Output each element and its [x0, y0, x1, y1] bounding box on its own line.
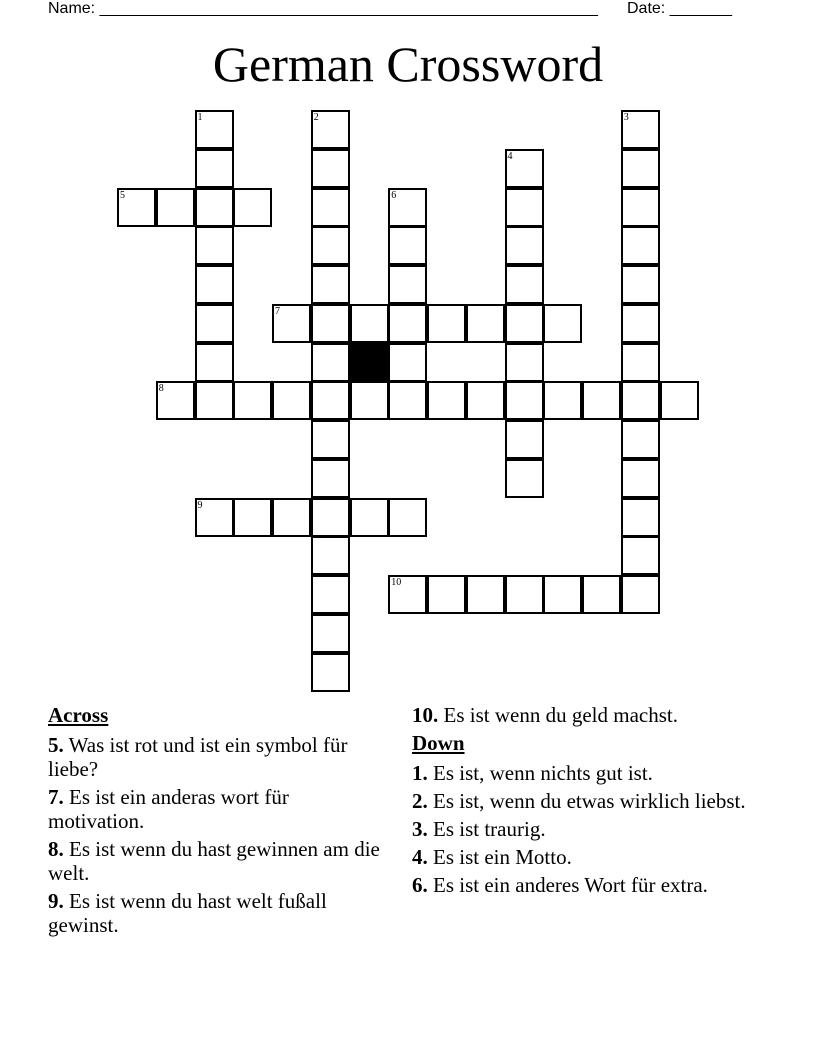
grid-cell[interactable] [233, 381, 272, 420]
name-field-label: Name: ________________________________________________________ [48, 0, 598, 17]
grid-cell[interactable] [311, 653, 350, 692]
grid-cell[interactable] [195, 343, 234, 382]
grid-cell[interactable] [195, 498, 234, 537]
grid-cell[interactable] [117, 188, 156, 227]
clue-number: 2 [313, 112, 319, 123]
grid-cell[interactable] [311, 420, 350, 459]
grid-cell[interactable] [311, 149, 350, 188]
clue-down-2: 2. Es ist, wenn du etwas wirklich liebst. [412, 789, 746, 813]
grid-cell[interactable] [660, 381, 699, 420]
date-field-label: Date: _______ [627, 0, 732, 17]
grid-cell[interactable] [505, 459, 544, 498]
grid-cell[interactable] [388, 226, 427, 265]
grid-cell[interactable] [505, 304, 544, 343]
grid-cell[interactable] [621, 149, 660, 188]
down-heading: Down [412, 731, 465, 755]
grid-cell[interactable] [505, 575, 544, 614]
clue-number: 8 [158, 383, 164, 395]
grid-cell[interactable] [466, 381, 505, 420]
clue-across-5: 5. Was ist rot und ist ein symbol für liebe? [48, 733, 348, 781]
grid-cell[interactable] [621, 536, 660, 575]
across-heading: Across [48, 703, 109, 727]
grid-cell[interactable] [388, 498, 427, 537]
clues-left-column [48, 703, 388, 941]
grid-cell[interactable] [272, 304, 311, 343]
grid-cell[interactable] [621, 304, 660, 343]
grid-cell[interactable] [195, 381, 234, 420]
clue-number: 5 [120, 189, 125, 201]
clues-right-column [412, 703, 752, 901]
grid-cell[interactable] [621, 420, 660, 459]
grid-cell[interactable] [195, 110, 234, 149]
grid-cell[interactable] [427, 381, 466, 420]
clue-number: 6 [391, 189, 397, 201]
grid-cell[interactable] [621, 575, 660, 614]
grid-cell[interactable] [621, 265, 660, 304]
grid-cell[interactable] [505, 188, 544, 227]
clue-across-10: 10. Es ist wenn du geld machst. [412, 703, 678, 727]
grid-cell[interactable] [311, 381, 350, 420]
grid-cell[interactable] [311, 536, 350, 575]
grid-cell[interactable] [621, 459, 660, 498]
grid-cell[interactable] [388, 575, 427, 614]
grid-cell[interactable] [621, 188, 660, 227]
grid-cell[interactable] [311, 614, 350, 653]
grid-cell[interactable] [233, 498, 272, 537]
clue-down-1: 1. Es ist, wenn nichts gut ist. [412, 761, 653, 785]
grid-cell[interactable] [427, 304, 466, 343]
clue-across-7: 7. Es ist ein anderas wort für motivation. [48, 785, 289, 833]
grid-cell[interactable] [388, 343, 427, 382]
grid-cell[interactable] [195, 265, 234, 304]
page-title: German Crossword [212, 36, 604, 92]
grid-cell[interactable] [388, 265, 427, 304]
grid-cell[interactable] [621, 226, 660, 265]
clue-down-6: 6. Es ist ein anderes Wort für extra. [412, 873, 708, 897]
grid-cell[interactable] [311, 304, 350, 343]
grid-cell[interactable] [195, 304, 234, 343]
grid-cell[interactable] [350, 304, 389, 343]
grid-cell[interactable] [466, 304, 505, 343]
grid-cell[interactable] [388, 304, 427, 343]
grid-cell[interactable] [195, 226, 234, 265]
grid-cell[interactable] [311, 188, 350, 227]
grid-cell[interactable] [427, 575, 466, 614]
grid-cell[interactable] [543, 381, 582, 420]
grid-cell[interactable] [505, 226, 544, 265]
grid-cell[interactable] [311, 498, 350, 537]
grid-cell[interactable] [388, 381, 427, 420]
grid-cell[interactable] [505, 343, 544, 382]
grid-cell[interactable] [621, 343, 660, 382]
clue-down-3: 3. Es ist traurig. [412, 817, 546, 841]
clue-number: 9 [197, 499, 203, 511]
grid-cell[interactable] [505, 420, 544, 459]
clue-number: 4 [507, 150, 513, 162]
grid-cell[interactable] [505, 265, 544, 304]
grid-cell[interactable] [582, 575, 621, 614]
grid-cell[interactable] [505, 149, 544, 188]
grid-cell[interactable] [311, 459, 350, 498]
grid-cell[interactable] [272, 381, 311, 420]
grid-cell[interactable] [350, 381, 389, 420]
clue-number: 3 [623, 112, 629, 123]
grid-cell[interactable] [311, 265, 350, 304]
clue-down-4: 4. Es ist ein Motto. [412, 845, 572, 869]
grid-cell[interactable] [388, 188, 427, 227]
grid-cell[interactable] [621, 110, 660, 149]
grid-cell[interactable] [621, 498, 660, 537]
grid-cell[interactable] [156, 188, 195, 227]
grid-cell[interactable] [543, 575, 582, 614]
clue-across-8: 8. Es ist wenn du hast gewinnen am die welt. [48, 837, 380, 885]
grid-cell[interactable] [156, 381, 195, 420]
grid-cell[interactable] [582, 381, 621, 420]
grid-cell[interactable] [466, 575, 505, 614]
black-square [350, 343, 389, 382]
grid-cell[interactable] [311, 226, 350, 265]
grid-cell[interactable] [233, 188, 272, 227]
clue-number: 7 [275, 305, 280, 317]
clue-number: 1 [197, 112, 203, 123]
grid-cell[interactable] [350, 498, 389, 537]
grid-cell[interactable] [311, 110, 350, 149]
grid-cell[interactable] [311, 575, 350, 614]
clue-number: 10 [391, 577, 402, 588]
grid-cell[interactable] [505, 381, 544, 420]
grid-cell[interactable] [195, 149, 234, 188]
grid-cell[interactable] [272, 498, 311, 537]
grid-cell[interactable] [543, 304, 582, 343]
grid-cell[interactable] [195, 188, 234, 227]
grid-cell[interactable] [621, 381, 660, 420]
grid-cell[interactable] [311, 343, 350, 382]
clue-across-9: 9. Es ist wenn du hast welt fußall gewinst. [48, 889, 327, 937]
